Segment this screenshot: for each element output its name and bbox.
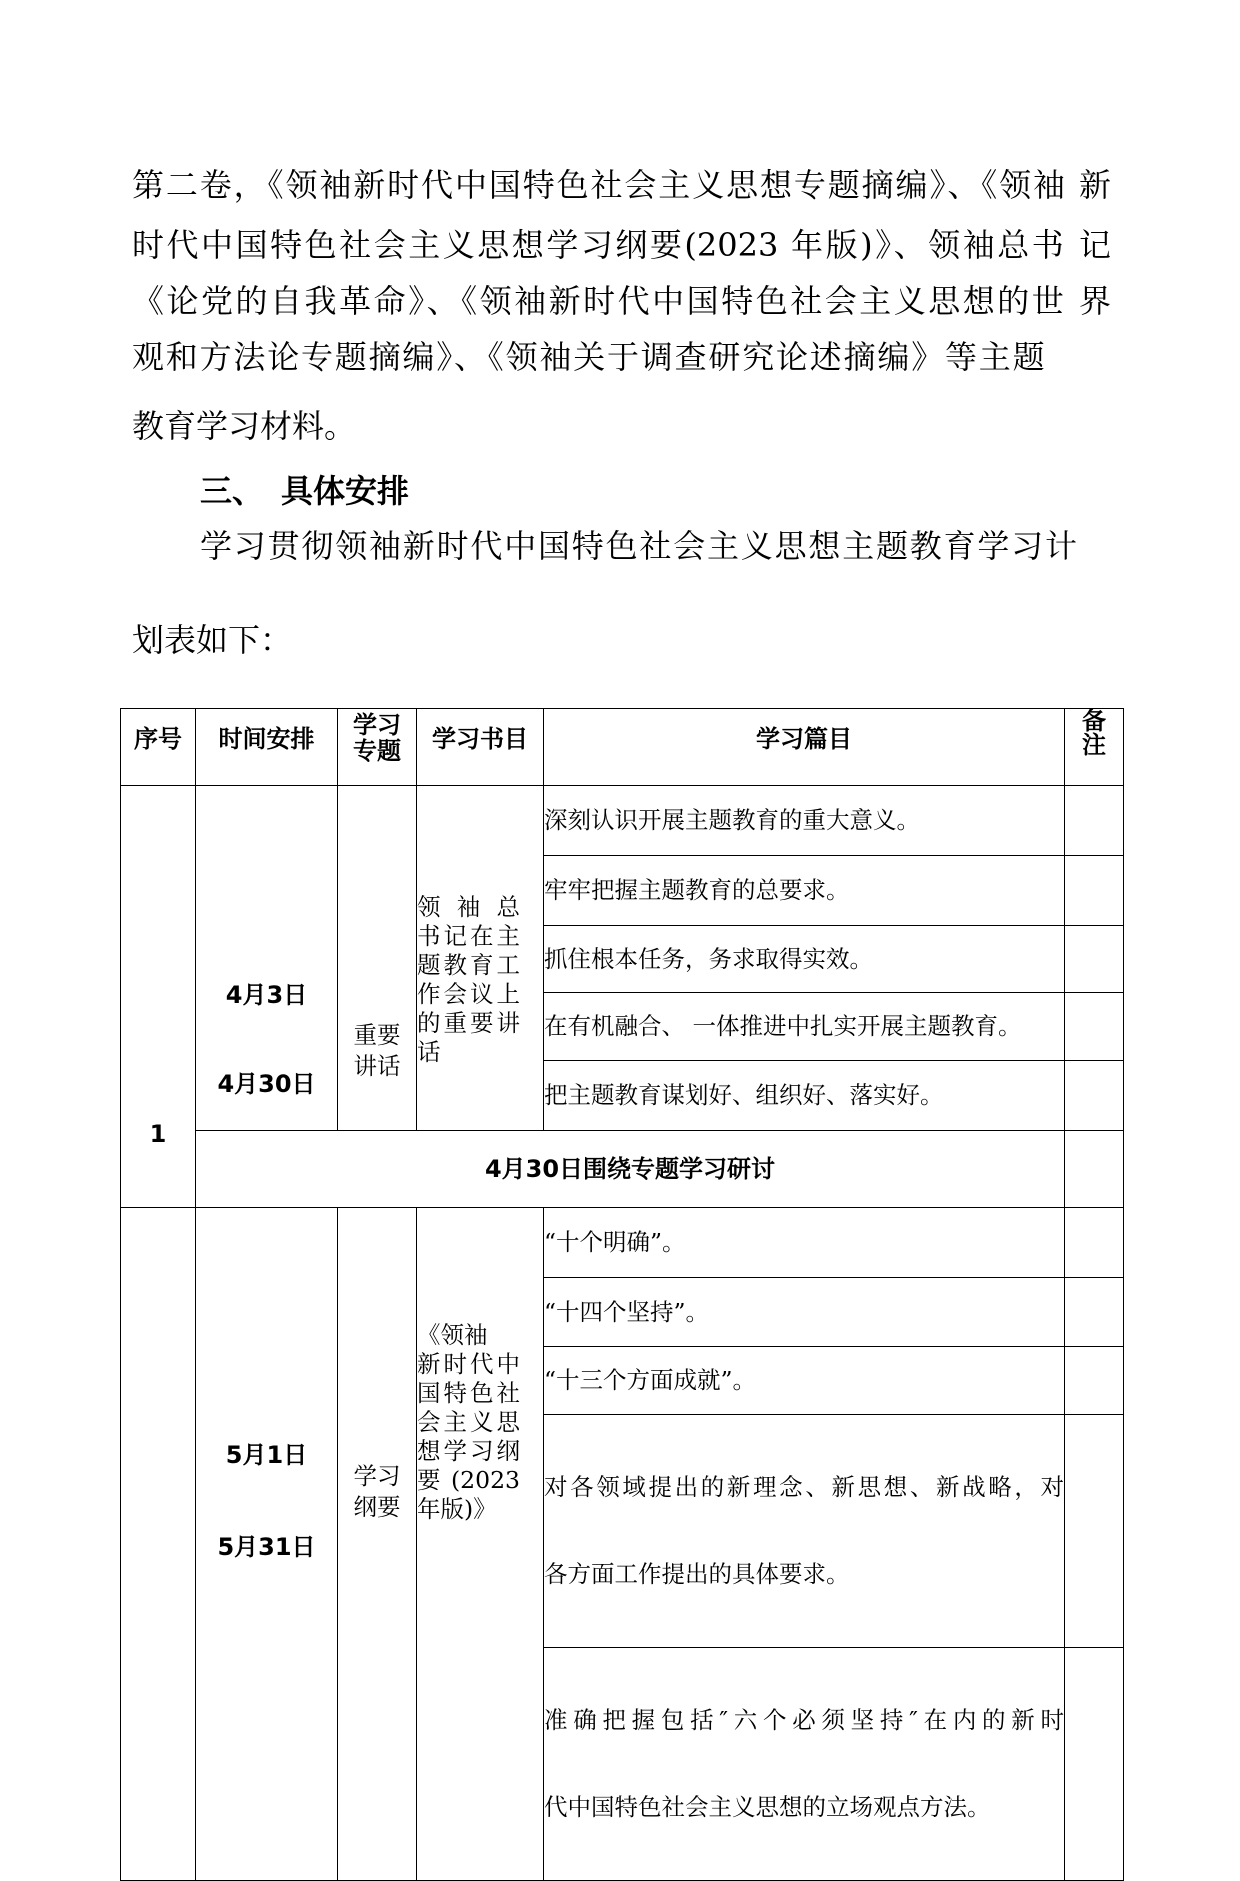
time-start: 5月1日 [225, 1441, 308, 1469]
table-row [121, 1208, 1124, 1278]
book-line: 书记在主 [417, 922, 520, 950]
chapter-cell [544, 1061, 1065, 1131]
chapter-line: 牢牢把握主题教育的总要求。 [544, 876, 850, 904]
topic-line: 重要 [353, 1021, 401, 1049]
remarks-cell [1065, 1208, 1124, 1278]
chapter-line: 对各领域提出的新理念、新思想、新战略，对 [544, 1473, 1064, 1501]
header-remarks-line: 注 [1082, 731, 1106, 759]
book-line: 想学习纲 [417, 1437, 520, 1465]
remarks-cell [1065, 1278, 1124, 1347]
summary-row [121, 1131, 1124, 1208]
table-header-row [121, 709, 1124, 786]
topic-line: 纲要 [353, 1493, 401, 1521]
topic-cell [338, 786, 417, 1131]
book-cell [417, 1208, 544, 1881]
remarks-cell [1065, 993, 1124, 1061]
table-row [121, 786, 1124, 856]
book-line: 《领袖 [417, 1321, 488, 1349]
intro-line-2: 划表如下： [132, 621, 293, 659]
chapter-cell [544, 1415, 1065, 1648]
chapter-line: 深刻认识开展主题教育的重大意义。 [544, 806, 920, 834]
time-end: 4月30日 [217, 1070, 316, 1098]
header-remarks [1065, 709, 1124, 786]
remarks-cell [1065, 1061, 1124, 1131]
book-line: 作会议上 [417, 980, 520, 1008]
chapter-cell [544, 786, 1065, 856]
book-line: 要(2023 [417, 1466, 520, 1494]
index-cell: 1 [121, 786, 196, 1208]
book-line: 会主义思 [417, 1408, 520, 1436]
header-remarks-line: 备 [1082, 707, 1106, 735]
paragraph-line-3: 《论党的自我革命》、《领袖新时代中国特色社会主义思想的世 界 [132, 282, 1111, 320]
book-line: 的重要讲 [417, 1009, 520, 1037]
book-line: 领袖总 [417, 893, 520, 921]
header-topic [338, 709, 417, 786]
chapter-line: 在有机融合、 一体推进中扎实开展主题教育。 [544, 1012, 1022, 1040]
chapter-cell [544, 1347, 1065, 1415]
remarks-cell [1065, 1347, 1124, 1415]
chapter-cell [544, 856, 1065, 926]
time-cell [196, 786, 338, 1131]
topic-cell [338, 1208, 417, 1881]
remarks-cell [1065, 1648, 1124, 1881]
header-index: 序号 [121, 709, 196, 786]
chapter-line: 准确把握包括″六个必须坚持″在内的新时 [544, 1706, 1064, 1734]
time-end: 5月31日 [217, 1533, 316, 1561]
topic-line: 讲话 [353, 1052, 401, 1080]
book-cell [417, 786, 544, 1131]
book-line: 话 [417, 1038, 441, 1066]
chapter-line: 各方面工作提出的具体要求。 [544, 1560, 850, 1588]
chapter-cell [544, 926, 1065, 993]
header-topic-line: 学习 [353, 711, 401, 739]
topic-line: 学习 [353, 1462, 401, 1490]
chapter-cell [544, 1208, 1065, 1278]
paragraph-line-2: 时代中国特色社会主义思想学习纲要(2023 年版)》、领袖总书 记 [132, 226, 1111, 264]
book-line: 题教育工 [417, 951, 520, 979]
header-chapters: 学习篇目 [544, 709, 1065, 786]
chapter-cell [544, 1278, 1065, 1347]
chapter-line: “十个明确”。 [544, 1228, 686, 1256]
time-cell [196, 1208, 338, 1881]
time-start: 4月3日 [225, 981, 308, 1009]
paragraph-line-1: 第二卷，《领袖新时代中国特色社会主义思想专题摘编》、《领袖 新 [132, 166, 1111, 204]
section-heading-title: 具体安排 [281, 472, 410, 510]
remarks-cell [1065, 1131, 1124, 1208]
remarks-cell [1065, 1415, 1124, 1648]
paragraph-line-4: 观和方法论专题摘编》、《领袖关于调查研究论述摘编》等主题 [132, 338, 1047, 376]
remarks-cell [1065, 786, 1124, 856]
chapter-line: “十四个坚持”。 [544, 1297, 710, 1326]
remarks-cell [1065, 926, 1124, 993]
book-line: 国特色社 [417, 1379, 520, 1407]
book-line: 新时代中 [417, 1350, 520, 1378]
chapter-line: 把主题教育谋划好、组织好、落实好。 [544, 1081, 944, 1109]
chapter-line: “十三个方面成就”。 [544, 1366, 757, 1394]
header-time: 时间安排 [196, 709, 338, 786]
book-line: 年版)》 [417, 1495, 497, 1523]
intro-line-1: 学习贯彻领袖新时代中国特色社会主义思想主题教育学习计 [200, 527, 1077, 565]
header-topic-line: 专题 [353, 737, 401, 765]
chapter-cell [544, 1648, 1065, 1881]
paragraph-line-5: 教育学习材料。 [132, 407, 357, 445]
header-book: 学习书目 [417, 709, 544, 786]
section-heading-number: 三、 [200, 472, 265, 510]
study-plan-table [120, 708, 1124, 1881]
chapter-line: 抓住根本任务，务求取得实效。 [544, 944, 873, 973]
chapter-cell [544, 993, 1065, 1061]
summary-cell: 4月30日围绕专题学习研讨 [196, 1131, 1065, 1208]
index-cell [121, 1208, 196, 1881]
remarks-cell [1065, 856, 1124, 926]
chapter-line: 代中国特色社会主义思想的立场观点方法。 [544, 1793, 991, 1821]
